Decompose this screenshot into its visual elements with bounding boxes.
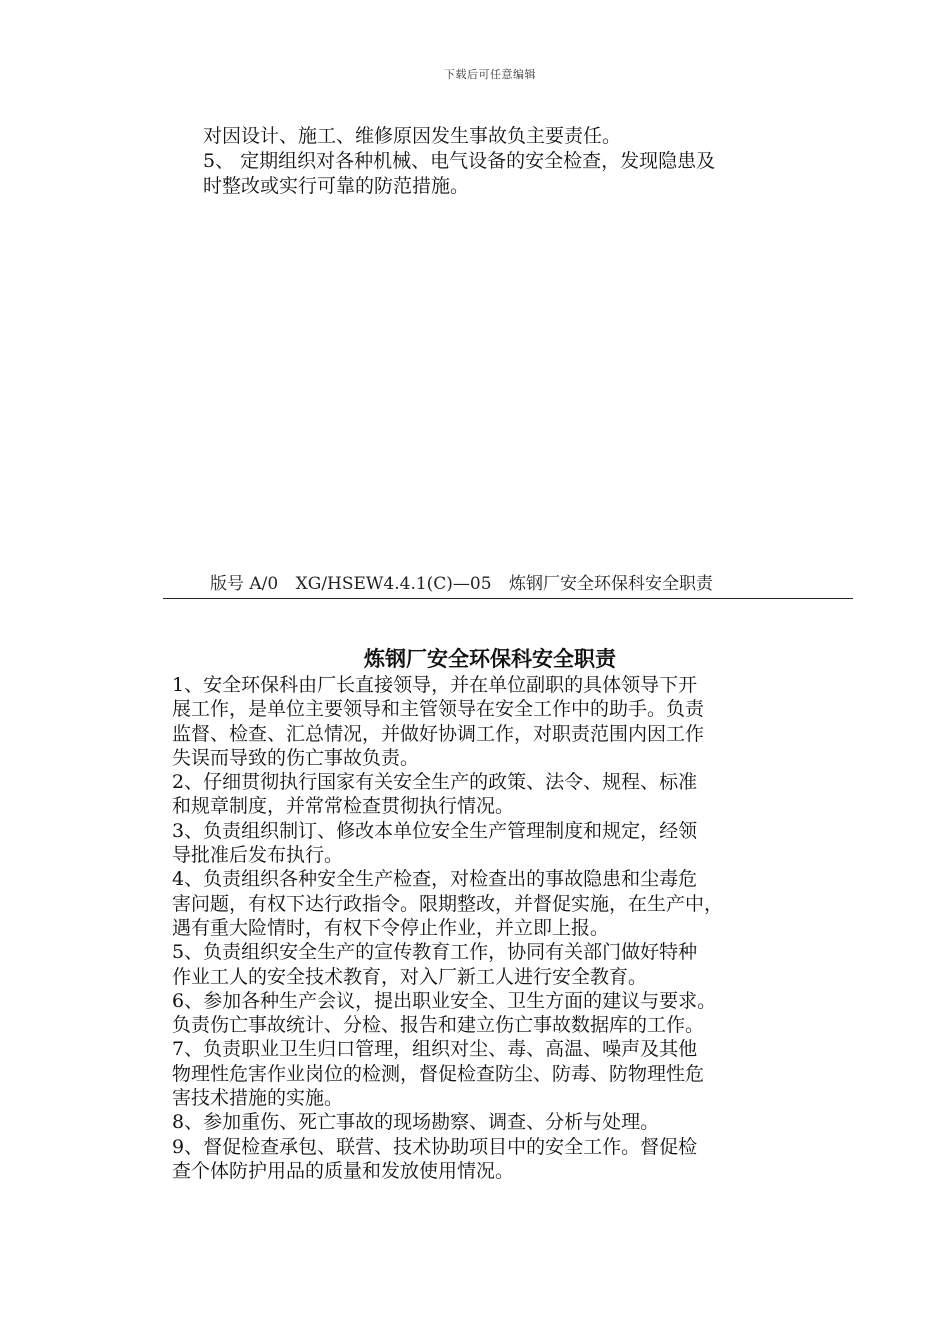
document-name: 炼钢厂安全环保科安全职责	[508, 574, 713, 594]
text-line: 查个体防护用品的质量和发放使用情况。	[172, 1159, 515, 1182]
text-line: 8、参加重伤、死亡事故的现场勘察、调查、分析与处理。	[172, 1111, 660, 1134]
text-line: 导批准后发布执行。	[172, 844, 344, 867]
text-line: 展工作，是单位主要领导和主管领导在安全工作中的助手。负责	[172, 698, 705, 721]
document-header	[210, 572, 725, 596]
text-line: 作业工人的安全技术教育，对入厂新工人进行安全教育。	[172, 965, 648, 988]
text-line: 遇有重大险情时，有权下令停止作业，并立即上报。	[172, 916, 610, 939]
previous-page-text	[203, 124, 823, 199]
page-title: 炼钢厂安全环保科安全职责	[364, 647, 616, 671]
text-line: 害技术措施的实施。	[172, 1087, 344, 1110]
text-line: 时整改或实行可靠的防范措施。	[203, 175, 470, 197]
text-line: 5、 定期组织对各种机械、电气设备的安全检查，发现隐患及	[203, 150, 716, 172]
text-line: 7、负责职业卫生归口管理，组织对尘、毒、高温、噪声及其他	[172, 1038, 698, 1061]
text-line: 负责伤亡事故统计、分检、报告和建立伤亡事故数据库的工作。	[172, 1014, 705, 1037]
text-line: 5、负责组织安全生产的宣传教育工作，协同有关部门做好特种	[172, 941, 698, 964]
text-line: 9、督促检查承包、联营、技术协助项目中的安全工作。督促检	[172, 1135, 698, 1158]
text-line: 物理性危害作业岗位的检测，督促检查防尘、防毒、防物理性危	[172, 1062, 705, 1085]
text-line: 1、安全环保科由厂长直接领导，并在单位副职的具体领导下开	[172, 674, 698, 696]
version-number: 版号 A/0	[210, 574, 279, 594]
list-item	[172, 819, 832, 868]
list-item	[172, 867, 832, 940]
list-item	[172, 1037, 832, 1110]
document-code: XG/HSEW4.4.1(C)—05	[295, 574, 492, 594]
text-line: 害问题，有权下达行政指令。限期整改，并督促实施，在生产中，	[172, 892, 724, 915]
list-item	[172, 673, 832, 770]
text-line: 监督、检查、汇总情况，并做好协调工作，对职责范围内因工作	[172, 722, 705, 745]
text-line: 3、负责组织制订、修改本单位安全生产管理制度和规定，经领	[172, 819, 698, 842]
list-item	[172, 770, 832, 819]
text-line: 和规章制度，并常常检查贯彻执行情况。	[172, 795, 515, 818]
text-line: 2、仔细贯彻执行国家有关安全生产的政策、法令、规程、标准	[172, 771, 698, 794]
duty-list	[172, 673, 832, 1183]
list-item	[172, 1135, 832, 1184]
text-line: 4、负责组织各种安全生产检查，对检查出的事故隐患和尘毒危	[172, 868, 698, 891]
list-item	[172, 940, 832, 989]
text-line: 6、参加各种生产会议，提出职业安全、卫生方面的建议与要求。	[172, 989, 717, 1012]
header-divider	[163, 598, 853, 599]
list-item	[172, 1110, 832, 1134]
text-line: 对因设计、施工、维修原因发生事故负主要责任。	[203, 125, 622, 147]
list-item	[172, 989, 832, 1038]
text-line: 失误而导致的伤亡事故负责。	[172, 746, 420, 769]
watermark-text: 下载后可任意编辑	[444, 68, 536, 81]
